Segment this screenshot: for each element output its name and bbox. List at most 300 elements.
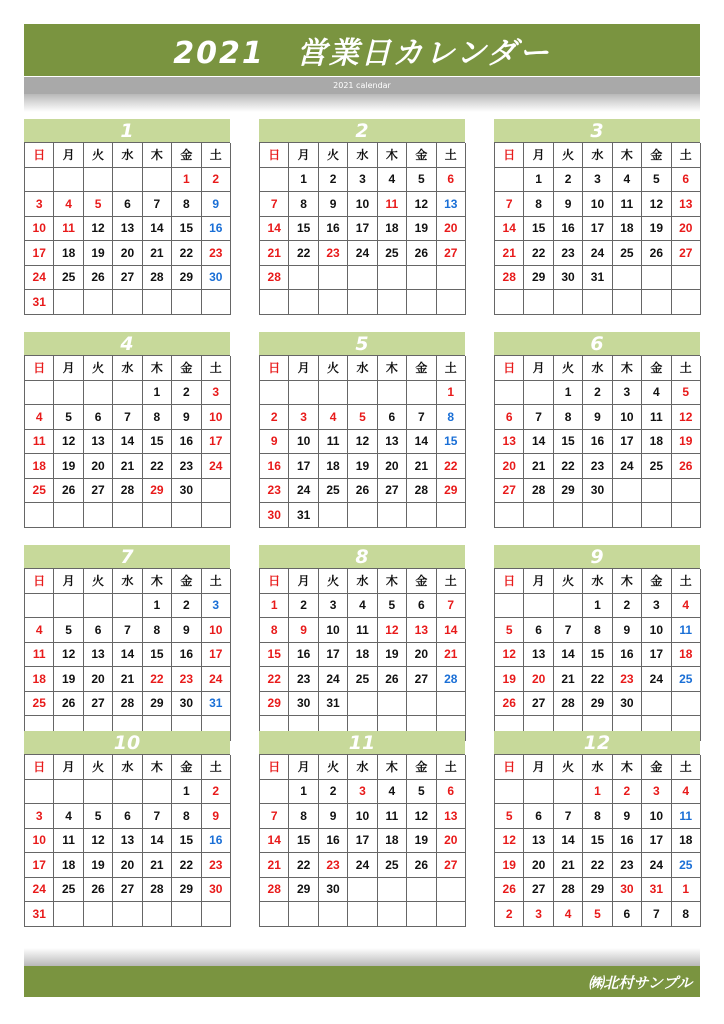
day-cell: 27 — [378, 479, 407, 504]
empty-cell — [25, 780, 54, 805]
weekday-header: 水 — [348, 143, 377, 168]
day-cell: 25 — [378, 853, 407, 878]
day-cell: 26 — [672, 454, 701, 479]
empty-cell — [554, 780, 583, 805]
month-grid — [24, 142, 230, 315]
day-cell: 19 — [84, 241, 113, 266]
month-grid — [24, 754, 230, 927]
empty-cell — [378, 902, 407, 927]
day-cell: 15 — [554, 430, 583, 455]
day-cell: 2 — [172, 381, 201, 406]
day-cell: 15 — [524, 217, 553, 242]
empty-cell — [348, 503, 377, 528]
month-1 — [24, 119, 230, 315]
day-cell: 6 — [613, 902, 642, 927]
empty-cell — [524, 594, 553, 619]
empty-cell — [554, 503, 583, 528]
empty-cell — [172, 290, 201, 315]
day-cell: 24 — [613, 454, 642, 479]
day-cell: 1 — [437, 381, 466, 406]
day-cell: 22 — [554, 454, 583, 479]
weekday-header: 月 — [54, 143, 83, 168]
day-cell: 26 — [407, 853, 436, 878]
weekday-header: 土 — [437, 569, 466, 594]
empty-cell — [113, 594, 142, 619]
empty-cell — [554, 290, 583, 315]
empty-cell — [289, 290, 318, 315]
empty-cell — [84, 168, 113, 193]
weekday-header: 金 — [642, 569, 671, 594]
month-heading: 5 — [259, 332, 465, 355]
day-cell: 14 — [407, 430, 436, 455]
weekday-header: 日 — [25, 356, 54, 381]
day-cell: 23 — [319, 853, 348, 878]
day-cell: 2 — [289, 594, 318, 619]
day-cell: 14 — [495, 217, 524, 242]
day-cell: 27 — [437, 241, 466, 266]
day-cell: 23 — [172, 454, 201, 479]
empty-cell — [202, 503, 231, 528]
day-cell: 20 — [84, 667, 113, 692]
day-cell: 26 — [54, 692, 83, 717]
day-cell: 1 — [554, 381, 583, 406]
month-grid — [494, 568, 700, 741]
day-cell: 13 — [495, 430, 524, 455]
day-cell: 8 — [172, 192, 201, 217]
day-cell: 30 — [289, 692, 318, 717]
day-cell: 2 — [260, 405, 289, 430]
day-cell: 3 — [289, 405, 318, 430]
day-cell: 14 — [143, 217, 172, 242]
day-cell: 22 — [172, 853, 201, 878]
day-cell: 13 — [672, 192, 701, 217]
day-cell: 19 — [378, 643, 407, 668]
month-heading: 9 — [494, 545, 700, 568]
day-cell: 10 — [613, 405, 642, 430]
month-grid — [259, 754, 465, 927]
weekday-header: 日 — [495, 143, 524, 168]
day-cell: 25 — [25, 692, 54, 717]
day-cell: 6 — [672, 168, 701, 193]
empty-cell — [672, 503, 701, 528]
day-cell: 6 — [84, 405, 113, 430]
day-cell: 17 — [319, 643, 348, 668]
day-cell: 25 — [54, 878, 83, 903]
empty-cell — [613, 266, 642, 291]
day-cell: 27 — [113, 266, 142, 291]
weekday-header: 木 — [143, 569, 172, 594]
day-cell: 17 — [202, 430, 231, 455]
day-cell: 22 — [583, 853, 612, 878]
empty-cell — [54, 168, 83, 193]
weekday-header: 日 — [495, 755, 524, 780]
day-cell: 13 — [407, 618, 436, 643]
day-cell: 15 — [172, 217, 201, 242]
day-cell: 11 — [54, 217, 83, 242]
day-cell: 12 — [642, 192, 671, 217]
day-cell: 7 — [143, 804, 172, 829]
empty-cell — [524, 503, 553, 528]
day-cell: 23 — [554, 241, 583, 266]
day-cell: 5 — [583, 902, 612, 927]
day-cell: 29 — [172, 878, 201, 903]
day-cell: 6 — [495, 405, 524, 430]
weekday-header: 土 — [672, 569, 701, 594]
day-cell: 30 — [202, 266, 231, 291]
day-cell: 16 — [554, 217, 583, 242]
weekday-header: 木 — [143, 755, 172, 780]
day-cell: 22 — [143, 454, 172, 479]
empty-cell — [319, 503, 348, 528]
day-cell: 16 — [172, 643, 201, 668]
day-cell: 6 — [524, 618, 553, 643]
day-cell: 29 — [143, 479, 172, 504]
day-cell: 7 — [113, 618, 142, 643]
weekday-header: 土 — [202, 356, 231, 381]
empty-cell — [84, 503, 113, 528]
month-6 — [494, 332, 700, 528]
day-cell: 30 — [202, 878, 231, 903]
empty-cell — [672, 692, 701, 717]
empty-cell — [54, 902, 83, 927]
month-heading: 11 — [259, 731, 465, 754]
day-cell: 1 — [143, 381, 172, 406]
day-cell: 1 — [524, 168, 553, 193]
day-cell: 3 — [583, 168, 612, 193]
day-cell: 9 — [319, 804, 348, 829]
day-cell: 13 — [378, 430, 407, 455]
day-cell: 16 — [260, 454, 289, 479]
day-cell: 19 — [495, 667, 524, 692]
day-cell: 29 — [437, 479, 466, 504]
day-cell: 28 — [143, 878, 172, 903]
day-cell: 9 — [289, 618, 318, 643]
day-cell: 18 — [54, 853, 83, 878]
empty-cell — [378, 692, 407, 717]
empty-cell — [54, 290, 83, 315]
empty-cell — [437, 692, 466, 717]
weekday-header: 土 — [437, 143, 466, 168]
day-cell: 5 — [348, 405, 377, 430]
empty-cell — [378, 503, 407, 528]
day-cell: 1 — [260, 594, 289, 619]
day-cell: 20 — [437, 217, 466, 242]
day-cell: 28 — [113, 479, 142, 504]
day-cell: 10 — [289, 430, 318, 455]
empty-cell — [524, 780, 553, 805]
day-cell: 18 — [319, 454, 348, 479]
day-cell: 11 — [319, 430, 348, 455]
day-cell: 25 — [672, 853, 701, 878]
day-cell: 14 — [113, 643, 142, 668]
day-cell: 16 — [289, 643, 318, 668]
day-cell: 25 — [378, 241, 407, 266]
empty-cell — [672, 266, 701, 291]
day-cell: 21 — [554, 667, 583, 692]
month-heading: 8 — [259, 545, 465, 568]
day-cell: 27 — [672, 241, 701, 266]
empty-cell — [495, 594, 524, 619]
day-cell: 13 — [437, 804, 466, 829]
day-cell: 28 — [495, 266, 524, 291]
empty-cell — [378, 266, 407, 291]
day-cell: 20 — [407, 643, 436, 668]
month-heading: 6 — [494, 332, 700, 355]
day-cell: 20 — [672, 217, 701, 242]
day-cell: 2 — [583, 381, 612, 406]
day-cell: 20 — [84, 454, 113, 479]
day-cell: 23 — [260, 479, 289, 504]
weekday-header: 木 — [378, 143, 407, 168]
day-cell: 21 — [113, 454, 142, 479]
day-cell: 24 — [25, 878, 54, 903]
weekday-header: 木 — [613, 356, 642, 381]
day-cell: 24 — [202, 667, 231, 692]
empty-cell — [437, 878, 466, 903]
weekday-header: 火 — [319, 143, 348, 168]
weekday-header: 日 — [495, 569, 524, 594]
day-cell: 25 — [54, 266, 83, 291]
day-cell: 24 — [642, 853, 671, 878]
day-cell: 17 — [25, 241, 54, 266]
day-cell: 4 — [319, 405, 348, 430]
day-cell: 9 — [554, 192, 583, 217]
weekday-header: 日 — [260, 755, 289, 780]
month-8 — [259, 545, 465, 741]
day-cell: 20 — [113, 853, 142, 878]
day-cell: 7 — [524, 405, 553, 430]
day-cell: 5 — [378, 594, 407, 619]
weekday-header: 火 — [84, 356, 113, 381]
day-cell: 2 — [613, 780, 642, 805]
month-grid — [24, 568, 230, 741]
day-cell: 1 — [672, 878, 701, 903]
day-cell: 21 — [495, 241, 524, 266]
day-cell: 28 — [113, 692, 142, 717]
empty-cell — [437, 290, 466, 315]
day-cell: 29 — [143, 692, 172, 717]
day-cell: 4 — [25, 618, 54, 643]
day-cell: 9 — [172, 618, 201, 643]
month-grid — [24, 355, 230, 528]
day-cell: 26 — [495, 878, 524, 903]
day-cell: 24 — [289, 479, 318, 504]
day-cell: 17 — [642, 643, 671, 668]
day-cell: 12 — [407, 804, 436, 829]
day-cell: 14 — [260, 217, 289, 242]
day-cell: 22 — [143, 667, 172, 692]
empty-cell — [260, 780, 289, 805]
day-cell: 19 — [407, 217, 436, 242]
weekday-header: 土 — [437, 755, 466, 780]
empty-cell — [407, 503, 436, 528]
day-cell: 22 — [437, 454, 466, 479]
day-cell: 28 — [554, 692, 583, 717]
day-cell: 1 — [289, 168, 318, 193]
weekday-header: 木 — [613, 143, 642, 168]
day-cell: 30 — [613, 878, 642, 903]
day-cell: 4 — [642, 381, 671, 406]
day-cell: 18 — [642, 430, 671, 455]
day-cell: 11 — [378, 804, 407, 829]
empty-cell — [54, 780, 83, 805]
day-cell: 25 — [319, 479, 348, 504]
day-cell: 21 — [113, 667, 142, 692]
day-cell: 16 — [172, 430, 201, 455]
day-cell: 15 — [289, 829, 318, 854]
day-cell: 7 — [642, 902, 671, 927]
day-cell: 16 — [202, 217, 231, 242]
day-cell: 3 — [25, 804, 54, 829]
day-cell: 24 — [583, 241, 612, 266]
empty-cell — [25, 503, 54, 528]
month-heading: 12 — [494, 731, 700, 754]
day-cell: 17 — [289, 454, 318, 479]
day-cell: 15 — [583, 643, 612, 668]
empty-cell — [25, 594, 54, 619]
day-cell: 28 — [554, 878, 583, 903]
footer-bar — [24, 966, 700, 997]
day-cell: 3 — [524, 902, 553, 927]
day-cell: 14 — [524, 430, 553, 455]
empty-cell — [54, 381, 83, 406]
day-cell: 27 — [113, 878, 142, 903]
day-cell: 14 — [437, 618, 466, 643]
day-cell: 8 — [143, 618, 172, 643]
day-cell: 26 — [378, 667, 407, 692]
empty-cell — [84, 902, 113, 927]
weekday-header: 月 — [524, 569, 553, 594]
empty-cell — [642, 503, 671, 528]
weekday-header: 火 — [319, 569, 348, 594]
day-cell: 5 — [495, 618, 524, 643]
day-cell: 21 — [407, 454, 436, 479]
weekday-header: 火 — [319, 356, 348, 381]
subtitle-bar — [24, 77, 700, 94]
month-grid — [259, 142, 465, 315]
empty-cell — [113, 290, 142, 315]
day-cell: 9 — [613, 804, 642, 829]
empty-cell — [202, 479, 231, 504]
day-cell: 10 — [25, 217, 54, 242]
day-cell: 30 — [613, 692, 642, 717]
day-cell: 7 — [113, 405, 142, 430]
empty-cell — [524, 381, 553, 406]
day-cell: 24 — [202, 454, 231, 479]
weekday-header: 金 — [407, 356, 436, 381]
empty-cell — [642, 479, 671, 504]
weekday-header: 水 — [583, 755, 612, 780]
day-cell: 4 — [554, 902, 583, 927]
empty-cell — [348, 381, 377, 406]
day-cell: 13 — [84, 430, 113, 455]
page-subtitle: 2021 calendar — [333, 81, 391, 90]
weekday-header: 水 — [583, 569, 612, 594]
day-cell: 8 — [437, 405, 466, 430]
day-cell: 17 — [642, 829, 671, 854]
day-cell: 23 — [583, 454, 612, 479]
day-cell: 20 — [524, 853, 553, 878]
empty-cell — [143, 780, 172, 805]
day-cell: 2 — [495, 902, 524, 927]
day-cell: 19 — [407, 829, 436, 854]
day-cell: 5 — [84, 804, 113, 829]
weekday-header: 土 — [672, 143, 701, 168]
day-cell: 31 — [583, 266, 612, 291]
weekday-header: 水 — [348, 755, 377, 780]
empty-cell — [260, 168, 289, 193]
day-cell: 5 — [495, 804, 524, 829]
day-cell: 19 — [54, 454, 83, 479]
day-cell: 15 — [289, 217, 318, 242]
day-cell: 21 — [524, 454, 553, 479]
day-cell: 13 — [113, 217, 142, 242]
weekday-header: 月 — [54, 755, 83, 780]
weekday-header: 月 — [524, 143, 553, 168]
day-cell: 30 — [172, 692, 201, 717]
day-cell: 4 — [378, 168, 407, 193]
weekday-header: 水 — [583, 356, 612, 381]
empty-cell — [613, 479, 642, 504]
day-cell: 3 — [319, 594, 348, 619]
empty-cell — [113, 780, 142, 805]
day-cell: 31 — [289, 503, 318, 528]
weekday-header: 土 — [202, 755, 231, 780]
day-cell: 11 — [672, 618, 701, 643]
month-grid — [494, 142, 700, 315]
day-cell: 5 — [84, 192, 113, 217]
weekday-header: 木 — [613, 569, 642, 594]
empty-cell — [407, 266, 436, 291]
day-cell: 5 — [54, 405, 83, 430]
weekday-header: 火 — [84, 755, 113, 780]
day-cell: 23 — [172, 667, 201, 692]
day-cell: 27 — [524, 878, 553, 903]
weekday-header: 水 — [113, 356, 142, 381]
weekday-header: 火 — [319, 755, 348, 780]
day-cell: 27 — [437, 853, 466, 878]
day-cell: 23 — [202, 241, 231, 266]
day-cell: 16 — [583, 430, 612, 455]
day-cell: 1 — [583, 780, 612, 805]
day-cell: 3 — [642, 780, 671, 805]
empty-cell — [202, 290, 231, 315]
weekday-header: 月 — [54, 569, 83, 594]
empty-cell — [260, 902, 289, 927]
empty-cell — [378, 878, 407, 903]
day-cell: 28 — [407, 479, 436, 504]
day-cell: 23 — [202, 853, 231, 878]
empty-cell — [172, 503, 201, 528]
day-cell: 5 — [54, 618, 83, 643]
weekday-header: 月 — [289, 569, 318, 594]
day-cell: 21 — [437, 643, 466, 668]
empty-cell — [495, 290, 524, 315]
day-cell: 24 — [348, 241, 377, 266]
empty-cell — [407, 381, 436, 406]
empty-cell — [642, 266, 671, 291]
day-cell: 3 — [25, 192, 54, 217]
weekday-header: 月 — [289, 755, 318, 780]
day-cell: 22 — [260, 667, 289, 692]
weekday-header: 木 — [143, 143, 172, 168]
empty-cell — [319, 381, 348, 406]
day-cell: 6 — [113, 192, 142, 217]
day-cell: 27 — [84, 479, 113, 504]
day-cell: 7 — [143, 192, 172, 217]
day-cell: 28 — [260, 878, 289, 903]
day-cell: 7 — [260, 192, 289, 217]
